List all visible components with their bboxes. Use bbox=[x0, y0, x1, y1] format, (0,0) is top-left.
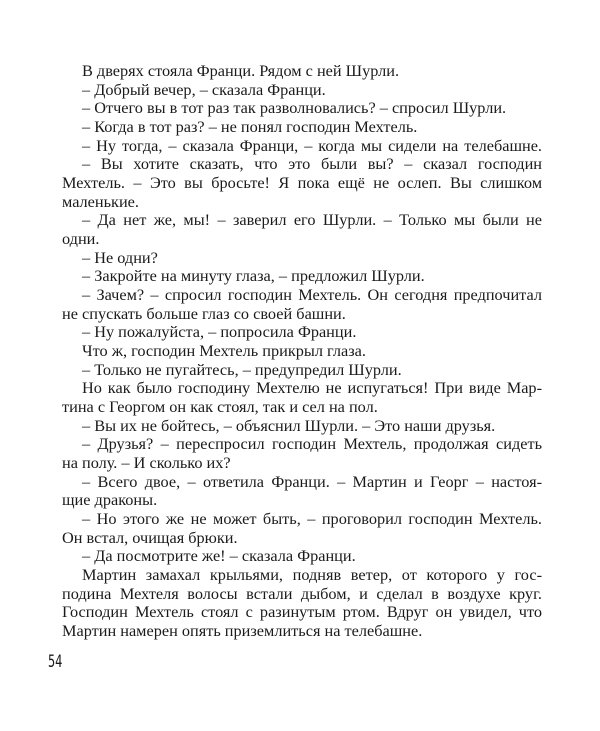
text-line: – Друзья? – переспросил господин Мехтель, продолжая сидеть bbox=[82, 434, 542, 454]
text-line: Господин Мехтель стоял с разинутым ртом. Вдруг он увидел, что bbox=[62, 602, 542, 622]
text-line: Он встал, очищая брюки. bbox=[62, 527, 238, 547]
text-line: – Зачем? – спросил господин Мехтель. Он сегодня предпочитал bbox=[82, 285, 542, 305]
text-line: одни. bbox=[62, 229, 100, 249]
text-line: щие драконы. bbox=[62, 490, 158, 510]
text-line: – Закройте на минуту глаза, – предложил Шурли. bbox=[82, 266, 425, 286]
text-line: подина Мехтеля волосы встали дыбом, и сделал в воздухе круг. bbox=[62, 583, 542, 603]
text-line: – Только не пугайтесь, – предупредил Шурли. bbox=[82, 359, 402, 379]
text-line: – Ну пожалуйста, – попросила Франци. bbox=[82, 322, 357, 342]
text-line: – Добрый вечер, – сказала Франци. bbox=[82, 79, 326, 99]
text-line: на полу. – И сколько их? bbox=[62, 453, 231, 473]
text-line: – Да нет же, мы! – заверил его Шурли. – Только мы были не bbox=[82, 210, 542, 230]
text-line: Мартин замахал крыльями, подняв ветер, от которого у гос- bbox=[82, 565, 542, 585]
text-line: – Когда в тот раз? – не понял господин Мехтель. bbox=[82, 117, 418, 137]
text-line: Что ж, господин Мехтель прикрыл глаза. bbox=[82, 341, 366, 361]
page-body-text bbox=[62, 62, 542, 641]
text-line: – Да посмотрите же! – сказала Франци. bbox=[82, 546, 356, 566]
page-number: 54 bbox=[48, 652, 63, 672]
text-line: – Вы их не бойтесь, – объяснил Шурли. – Это наши друзья. bbox=[82, 415, 496, 435]
text-line: Мартин намерен опять приземлиться на телебашне. bbox=[62, 621, 423, 641]
text-line: – Всего двое, – ответила Франци. – Мартин и Георг – настоя- bbox=[82, 471, 542, 491]
text-line: В дверях стояла Франци. Рядом с ней Шурли. bbox=[82, 61, 400, 80]
text-line: – Не одни? bbox=[82, 247, 158, 267]
text-line: не спускать больше глаз со своей башни. bbox=[62, 303, 346, 323]
text-line: – Отчего вы в тот раз так разволновались? – спросил Шурли. bbox=[82, 98, 507, 118]
text-line: Но как было господину Мехтелю не испугаться! При виде Мар- bbox=[82, 378, 542, 398]
text-line: – Но этого же не может быть, – проговорил господин Мехтель. bbox=[82, 509, 542, 529]
text-line: – Ну тогда, – сказала Франци, – когда мы сидели на телебашне. bbox=[82, 135, 542, 155]
text-line: – Вы хотите сказать, что это были вы? – сказал господин bbox=[82, 154, 542, 174]
text-line: маленькие. bbox=[62, 191, 139, 211]
text-line: Мехтель. – Это вы бросьте! Я пока ещё не ослеп. Вы слишком bbox=[62, 173, 542, 193]
text-line: тина с Георгом он как стоял, так и сел на пол. bbox=[62, 397, 378, 417]
